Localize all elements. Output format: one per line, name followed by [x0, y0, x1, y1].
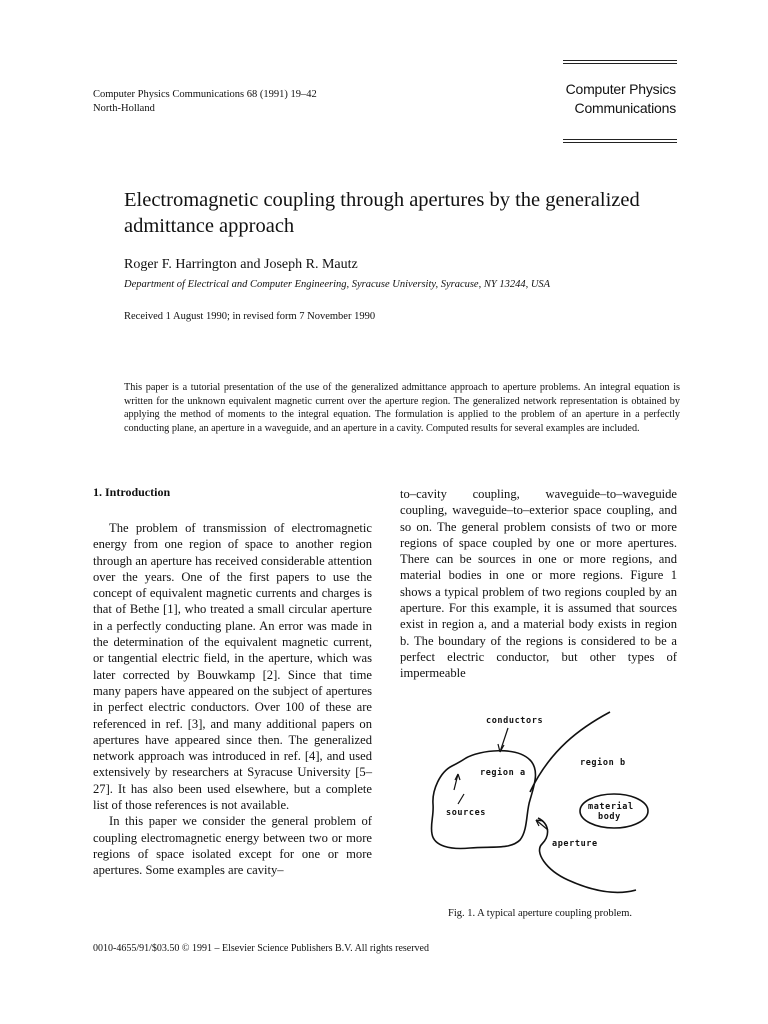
- received-dates: Received 1 August 1990; in revised form 7 November 1990: [124, 311, 376, 322]
- label-conductors: conductors: [486, 716, 544, 726]
- brand-line-1: Computer Physics: [565, 81, 676, 97]
- author-affiliation: Department of Electrical and Computer Engineering, Syracuse University, Syracuse, NY 13244, USA: [124, 279, 551, 290]
- region-b-boundary: [538, 818, 636, 892]
- header-rule-top: [563, 60, 677, 61]
- publisher: North-Holland: [93, 103, 155, 114]
- journal-reference: [93, 88, 317, 116]
- conductors-arrow: [500, 728, 508, 752]
- intro-paragraph-continued: to–cavity coupling, waveguide–to–waveguide coupling, waveguide–to–exterior space coupling, and so on. The general problem consists of two or more regions of space coupled by one or more apertures. There can be sources in one or more regions, and material bodies in one or more regions. Figure 1 shows a typical problem of two regions coupled by an aperture. For this example, it is assumed that sources exist in region a, and a material body exists in region b. The boundary of the regions is considered to be a perfect electric conductor, but other types of impermeable: [400, 487, 677, 681]
- journal-citation: Computer Physics Communications 68 (1991) 19–42: [93, 89, 317, 100]
- label-body: body: [598, 812, 621, 822]
- label-material: material: [588, 802, 634, 812]
- source-arrow-2: [458, 794, 464, 804]
- brand-line-2: Communications: [574, 100, 676, 116]
- left-column: [93, 520, 372, 879]
- header-rule-top-2: [563, 63, 677, 64]
- header-rule-bottom-2: [563, 142, 677, 143]
- region-a-boundary: [431, 751, 535, 849]
- copyright-footer: 0010-4655/91/$03.50 © 1991 – Elsevier Science Publishers B.V. All rights reserved: [93, 943, 429, 954]
- abstract: This paper is a tutorial presentation of the use of the generalized admittance approach to aperture problems. An integral equation is written for the unknown equivalent magnetic current over the aperture region. The generalized network representation is obtained by applying the method of moments to the integral equation. The formulation is applied to the problem of an aperture in a perfectly conducting plane, an aperture in a waveguide, and an aperture in a cavity. Computed results for several examples are included.: [124, 382, 680, 434]
- label-region-a: region a: [480, 768, 526, 778]
- label-sources: sources: [446, 808, 487, 818]
- figure-1: [400, 700, 680, 900]
- figure-drawing: [400, 700, 680, 900]
- section-heading-introduction: 1. Introduction: [93, 485, 171, 499]
- header-rule-bottom: [563, 139, 677, 140]
- journal-brand: [566, 80, 676, 118]
- label-region-b: region b: [580, 758, 626, 768]
- right-column: [400, 486, 677, 682]
- label-aperture: aperture: [552, 839, 598, 849]
- article-title: Electromagnetic coupling through apertures by the generalized admittance approach: [124, 189, 640, 237]
- intro-paragraph-2: In this paper we consider the general problem of coupling electromagnetic energy between two or more regions of space isolated except for one or more apertures. Some examples are cavity–: [93, 814, 372, 878]
- article-authors: Roger F. Harrington and Joseph R. Mautz: [124, 257, 358, 272]
- intro-paragraph-1: The problem of transmission of electromagnetic energy from one region of space to another region through an aperture has received considerable attention over the years. One of the first papers to use the concept of equivalent magnetic currents and charges is that of Bethe [1], who treated a small circular aperture in a perfectly conducting plane. An error was made in the determination of the equivalent magnetic current, or tangential electric field, in the aperture, which was later corrected by Bouwkamp [2]. Since that time many papers have appeared on the subject of apertures in perfect electric conductors. Over 100 of these are referenced in ref. [3], and many additional papers on apertures have appeared since then. The generalized network approach was introduced in ref. [4], and used extensively by researchers at Syracuse University [5–27]. It has also been used elsewhere, but a complete list of those references is not available.: [93, 521, 372, 813]
- figure-caption: Fig. 1. A typical aperture coupling problem.: [447, 908, 632, 919]
